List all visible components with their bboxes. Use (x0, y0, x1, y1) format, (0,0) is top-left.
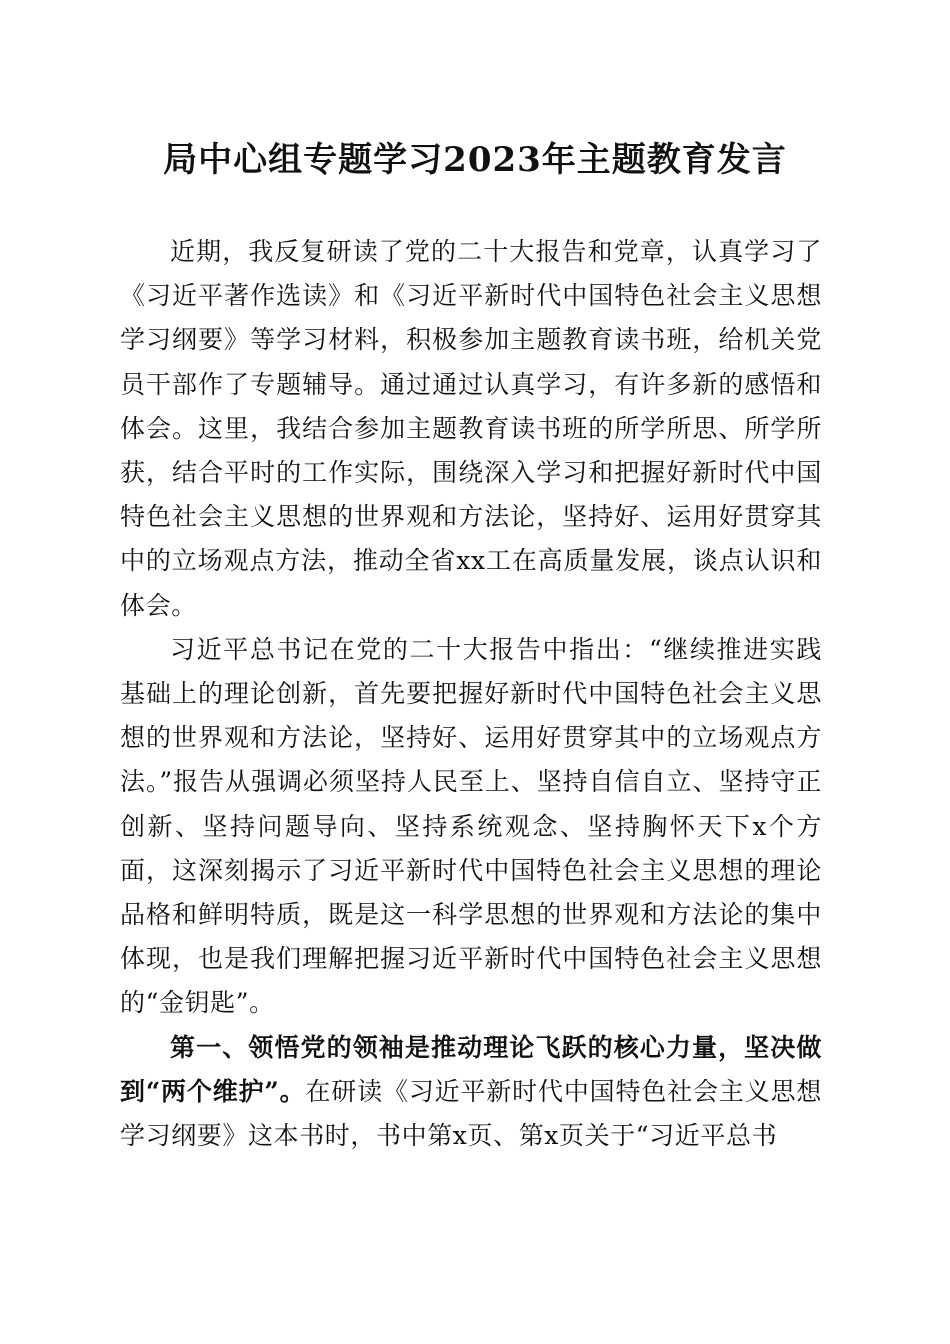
document-title: 局中心组专题学习2023年主题教育发言 (163, 140, 787, 180)
paragraph-quote: 习近平总书记在党的二十大报告中指出：“继续推进实践基础上的理论创新，首先要把握好新时代中国特色社会主义思想的世界观和方法论，坚持好、运用好贯穿其中的立场观点方法。”报告从强调必须坚持人民至上、坚持自信自立、坚持守正创新、坚持问题导向、坚持系统观念、坚持胸怀天下x个方面，这深刻揭示了习近平新时代中国特色社会主义思想的理论品格和鲜明特质，既是这一科学思想的世界观和方法论的集中体现，也是我们理解把握习近平新时代中国特色社会主义思想的“金钥匙”。 (120, 634, 822, 1018)
document-body (120, 230, 822, 1158)
section-one-text: 在研读《习近平新时代中国特色社会主义思想学习纲要》这本书时，书中第x页、第x页关于“习近平总书 (120, 1076, 822, 1151)
paragraph-intro: 近期，我反复研读了党的二十大报告和党章，认真学习了《习近平著作选读》和《习近平新时代中国特色社会主义思想学习纲要》等学习材料，积极参加主题教育读书班，给机关党员干部作了专题辅导。通过通过认真学习，有许多新的感悟和体会。这里，我结合参加主题教育读书班的所学所思、所学所获，结合平时的工作实际，围绕深入学习和把握好新时代中国特色社会主义思想的世界观和方法论，坚持好、运用好贯穿其中的立场观点方法，推动全省xx工在高质量发展，谈点认识和体会。 (120, 237, 822, 620)
section-one-heading: 第一、领悟党的领袖是推动理论飞跃的核心力量，坚决做到“两个维护”。 (120, 1032, 822, 1106)
paragraph-section-one (120, 1026, 822, 1159)
